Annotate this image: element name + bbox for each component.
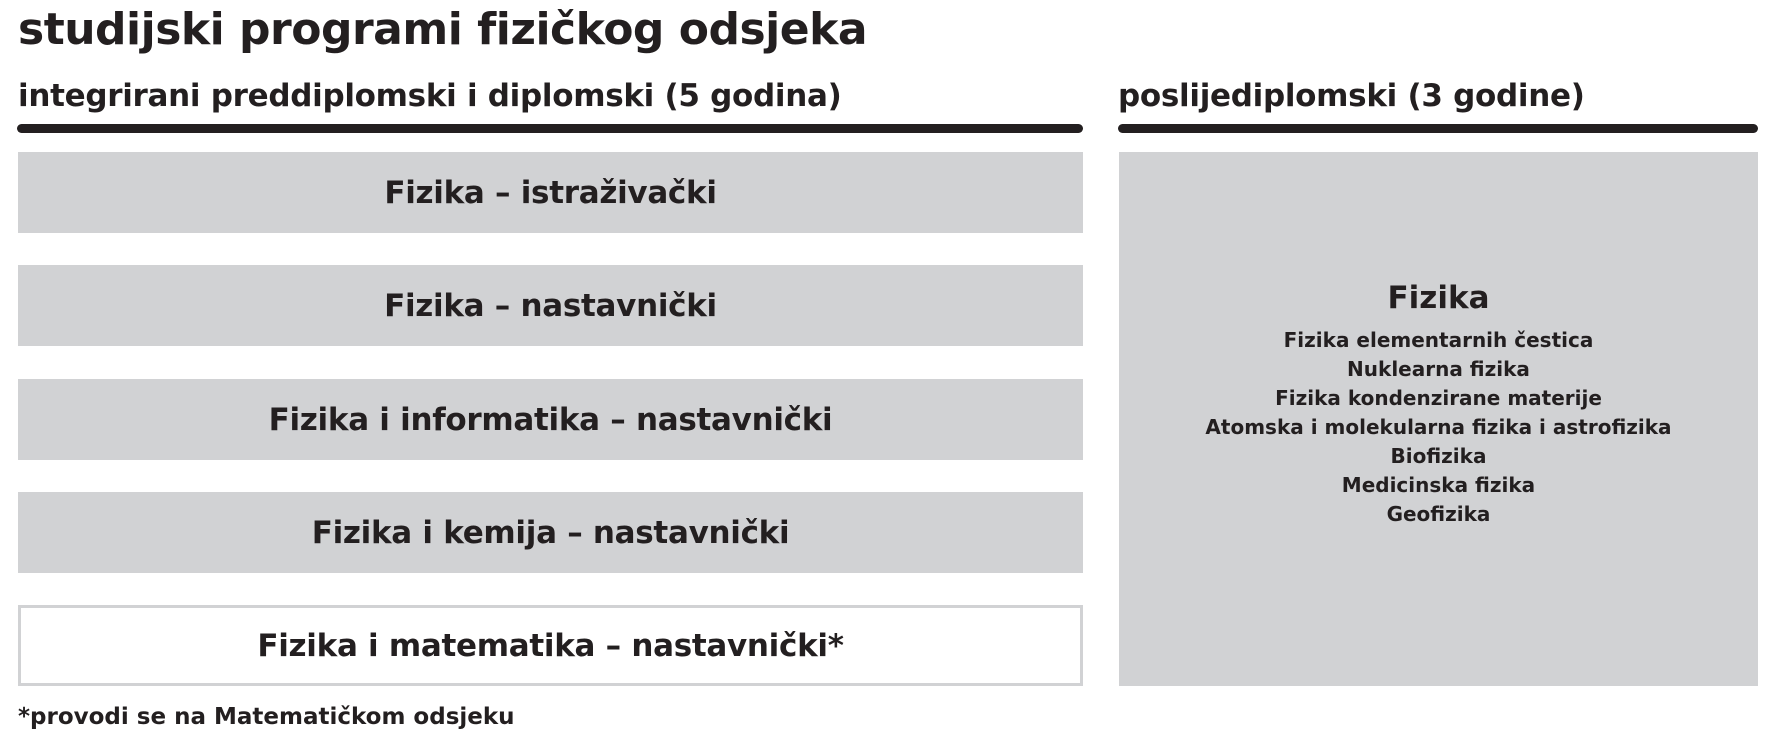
postgraduate-heading: poslijediplomski (3 godine): [1118, 78, 1585, 114]
specialization-item: Geofizika: [1386, 501, 1491, 526]
program-label: Fizika i kemija – nastavnički: [311, 514, 790, 551]
program-box-fizika-informatika: [18, 379, 1083, 460]
integrated-heading: integrirani preddiplomski i diplomski (5 godina): [18, 78, 842, 114]
page-title: studijski programi fizičkog odsjeka: [18, 4, 868, 55]
specialization-item: Atomska i molekularna fizika i astrofizika: [1205, 414, 1672, 439]
program-box-fizika-kemija: [18, 492, 1083, 573]
integrated-heading-rule: [17, 124, 1083, 133]
program-label: Fizika i matematika – nastavnički*: [257, 627, 844, 664]
specialization-item: Fizika kondenzirane materije: [1275, 385, 1602, 410]
specialization-item: Biofizika: [1390, 443, 1487, 468]
footnote: *provodi se na Matematičkom odsjeku: [18, 704, 515, 730]
program-box-fizika-nastavnicki: [18, 265, 1083, 346]
program-box-fizika-matematika: [18, 605, 1083, 686]
postgraduate-program-title: Fizika: [1387, 279, 1490, 316]
specialization-item: Medicinska fizika: [1341, 472, 1536, 497]
specialization-item: Fizika elementarnih čestica: [1283, 327, 1594, 352]
postgraduate-panel: [1119, 152, 1758, 686]
program-box-fizika-istrazivacki: [18, 152, 1083, 233]
program-label: Fizika – nastavnički: [384, 287, 717, 324]
postgraduate-heading-rule: [1118, 124, 1758, 133]
specialization-list: [1205, 326, 1671, 529]
program-label: Fizika – istraživački: [384, 174, 717, 211]
specialization-item: Nuklearna fizika: [1347, 356, 1530, 381]
program-label: Fizika i informatika – nastavnički: [268, 401, 833, 438]
